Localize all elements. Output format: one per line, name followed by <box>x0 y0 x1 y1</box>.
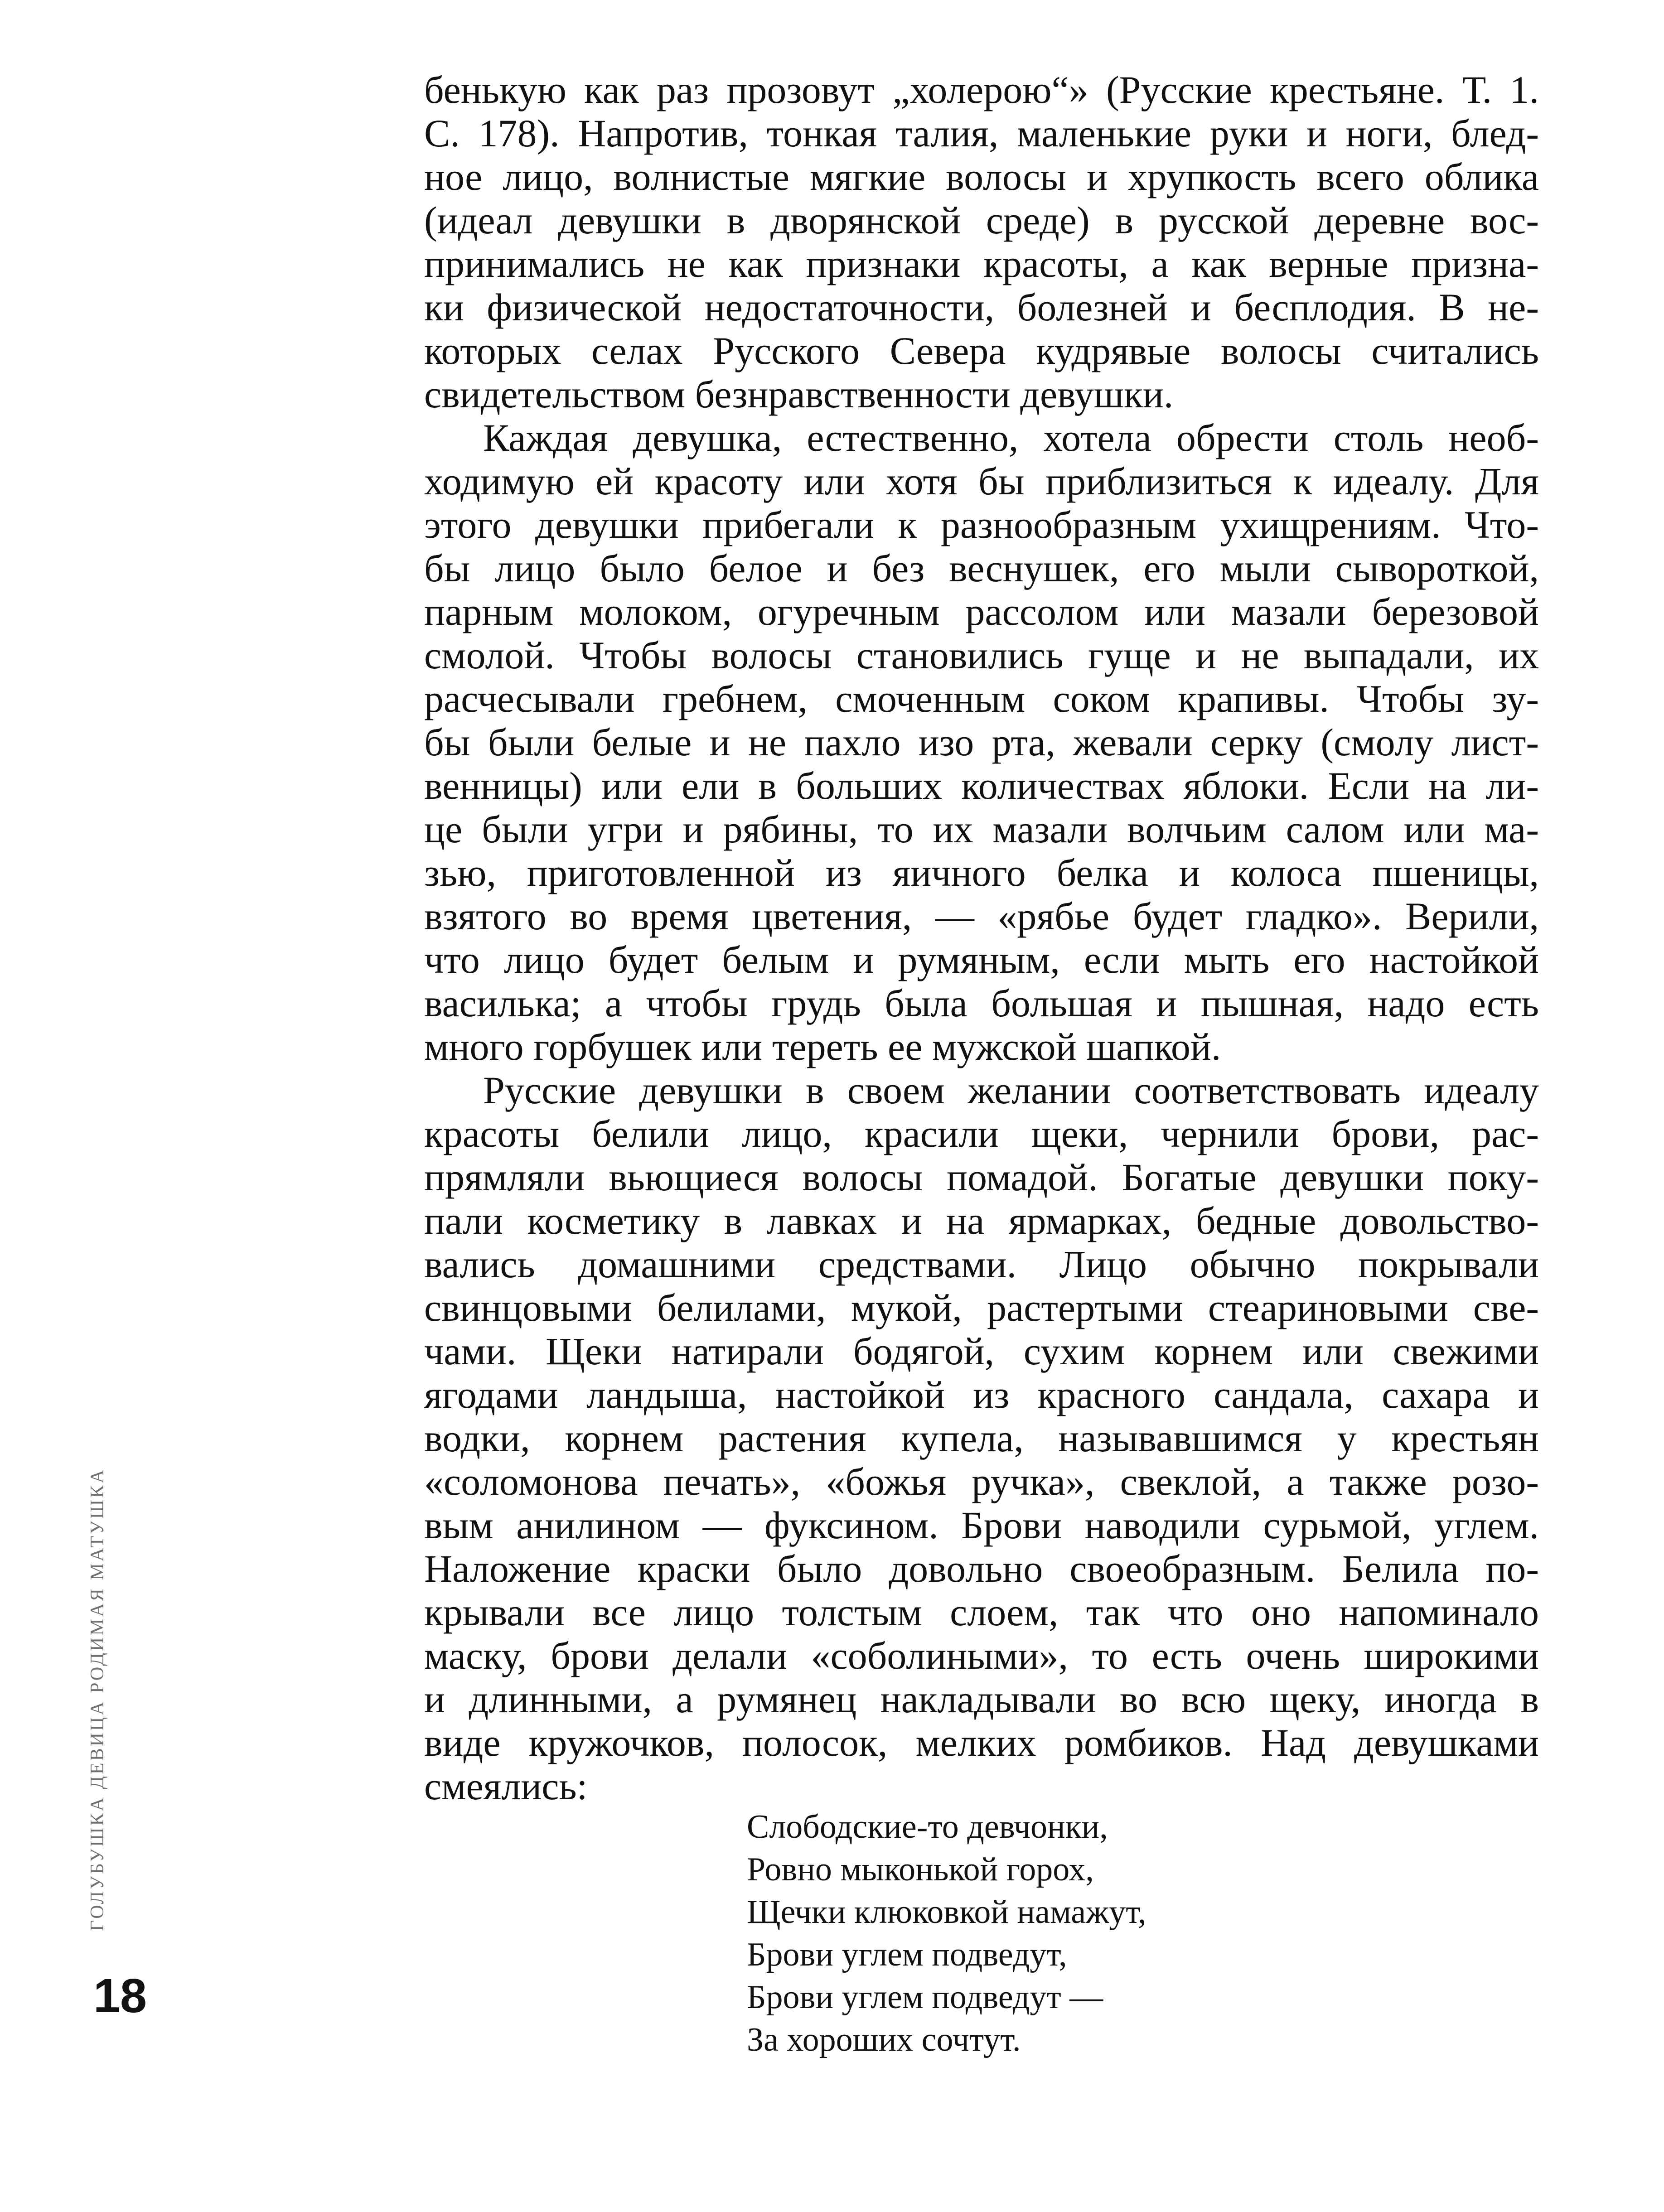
text-line: бы лицо было белое и без веснушек, его мыли сывороткой, <box>424 546 1539 590</box>
text-line: смеялись: <box>424 1764 588 1808</box>
text-line: что лицо будет белым и румяным, если мыть его настойкой <box>424 938 1539 981</box>
text-line: взятого во время цветения, — «рябье будет гладко». Верили, <box>424 894 1539 938</box>
text-line: принимались не как признаки красоты, а как верные призна- <box>424 242 1539 285</box>
main-text <box>424 68 1539 1808</box>
text-line: виде кружочков, полосок, мелких ромбиков. Над девушками <box>424 1721 1539 1764</box>
text-line: крывали все лицо толстым слоем, так что оно напоминало <box>424 1590 1539 1634</box>
paragraph <box>424 68 1539 416</box>
poem-line: Щечки клюковкой намажут, <box>747 1893 1146 1931</box>
poem-line: Слободские-то девчонки, <box>747 1808 1108 1845</box>
poem <box>747 1806 1291 2061</box>
text-line: свинцовыми белилами, мукой, растертыми стеариновыми све- <box>424 1286 1539 1329</box>
poem-line: Брови углем подведут — <box>747 1979 1103 2016</box>
paragraph <box>424 416 1539 1068</box>
text-line: ягодами ландыша, настойкой из красного сандала, сахара и <box>424 1373 1539 1416</box>
text-line: ки физической недостаточности, болезней и бесплодия. В не- <box>424 285 1539 329</box>
text-line: водки, корнем растения купела, называвшимся у крестьян <box>424 1416 1539 1460</box>
text-line: бенькую как раз прозовут „холерою“» (Русские крестьяне. Т. 1. <box>424 68 1539 111</box>
text-line: которых селах Русского Севера кудрявые волосы считались <box>424 329 1539 372</box>
poem-line: Брови углем подведут, <box>747 1936 1067 1973</box>
text-line: расчесывали гребнем, смоченным соком крапивы. Чтобы зу- <box>424 677 1539 720</box>
text-line: смолой. Чтобы волосы становились гуще и не выпадали, их <box>424 633 1539 677</box>
text-line: красоты белили лицо, красили щеки, чернили брови, рас- <box>424 1112 1539 1155</box>
text-line: Русские девушки в своем желании соответствовать идеалу <box>483 1068 1539 1112</box>
text-line: бы были белые и не пахло изо рта, жевали серку (смолу лист- <box>424 720 1539 764</box>
text-line: ходимую ей красоту или хотя бы приблизиться к идеалу. Для <box>424 459 1539 503</box>
text-line: це были угри и рябины, то их мазали волчьим салом или ма- <box>424 807 1539 851</box>
text-line: парным молоком, огуречным рассолом или мазали березовой <box>424 590 1539 633</box>
text-line: Каждая девушка, естественно, хотела обрести столь необ- <box>483 416 1539 459</box>
page-number: 18 <box>93 1969 147 2023</box>
text-line: (идеал девушки в дворянской среде) в русской деревне вос- <box>424 198 1539 242</box>
text-line: «соломонова печать», «божья ручка», свеклой, а также розо- <box>424 1460 1539 1503</box>
poem-line: Ровно мыконькой горох, <box>747 1851 1094 1888</box>
text-line: ное лицо, волнистые мягкие волосы и хрупкость всего облика <box>424 155 1539 198</box>
text-line: Наложение краски было довольно своеобразным. Белила по- <box>424 1547 1539 1590</box>
running-head: ГОЛУБУШКА ДЕВИЦА РОДИМАЯ МАТУШКА <box>87 1468 108 1931</box>
text-line: вались домашними средствами. Лицо обычно покрывали <box>424 1242 1539 1286</box>
text-line: чами. Щеки натирали бодягой, сухим корнем или свежими <box>424 1329 1539 1373</box>
text-line: вым анилином — фуксином. Брови наводили сурьмой, углем. <box>424 1503 1539 1547</box>
text-line: прямляли вьющиеся волосы помадой. Богатые девушки поку- <box>424 1155 1539 1199</box>
text-line: этого девушки прибегали к разнообразным ухищрениям. Что- <box>424 503 1539 546</box>
paragraph <box>424 1068 1539 1808</box>
poem-line: За хороших сочтут. <box>747 2021 1021 2058</box>
text-line: василька; а чтобы грудь была большая и пышная, надо есть <box>424 981 1539 1025</box>
text-line: маску, брови делали «соболиными», то есть очень широкими <box>424 1634 1539 1677</box>
text-line: венницы) или ели в больших количествах яблоки. Если на ли- <box>424 764 1539 807</box>
text-line: пали косметику в лавках и на ярмарках, бедные довольство- <box>424 1199 1539 1242</box>
text-line: много горбушек или тереть ее мужской шапкой. <box>424 1025 1221 1068</box>
text-line: свидетельством безнравственности девушки. <box>424 372 1174 416</box>
text-line: С. 178). Напротив, тонкая талия, маленькие руки и ноги, блед- <box>424 111 1539 155</box>
text-line: зью, приготовленной из яичного белка и колоса пшеницы, <box>424 851 1539 894</box>
text-line: и длинными, а румянец накладывали во всю щеку, иногда в <box>424 1677 1539 1721</box>
